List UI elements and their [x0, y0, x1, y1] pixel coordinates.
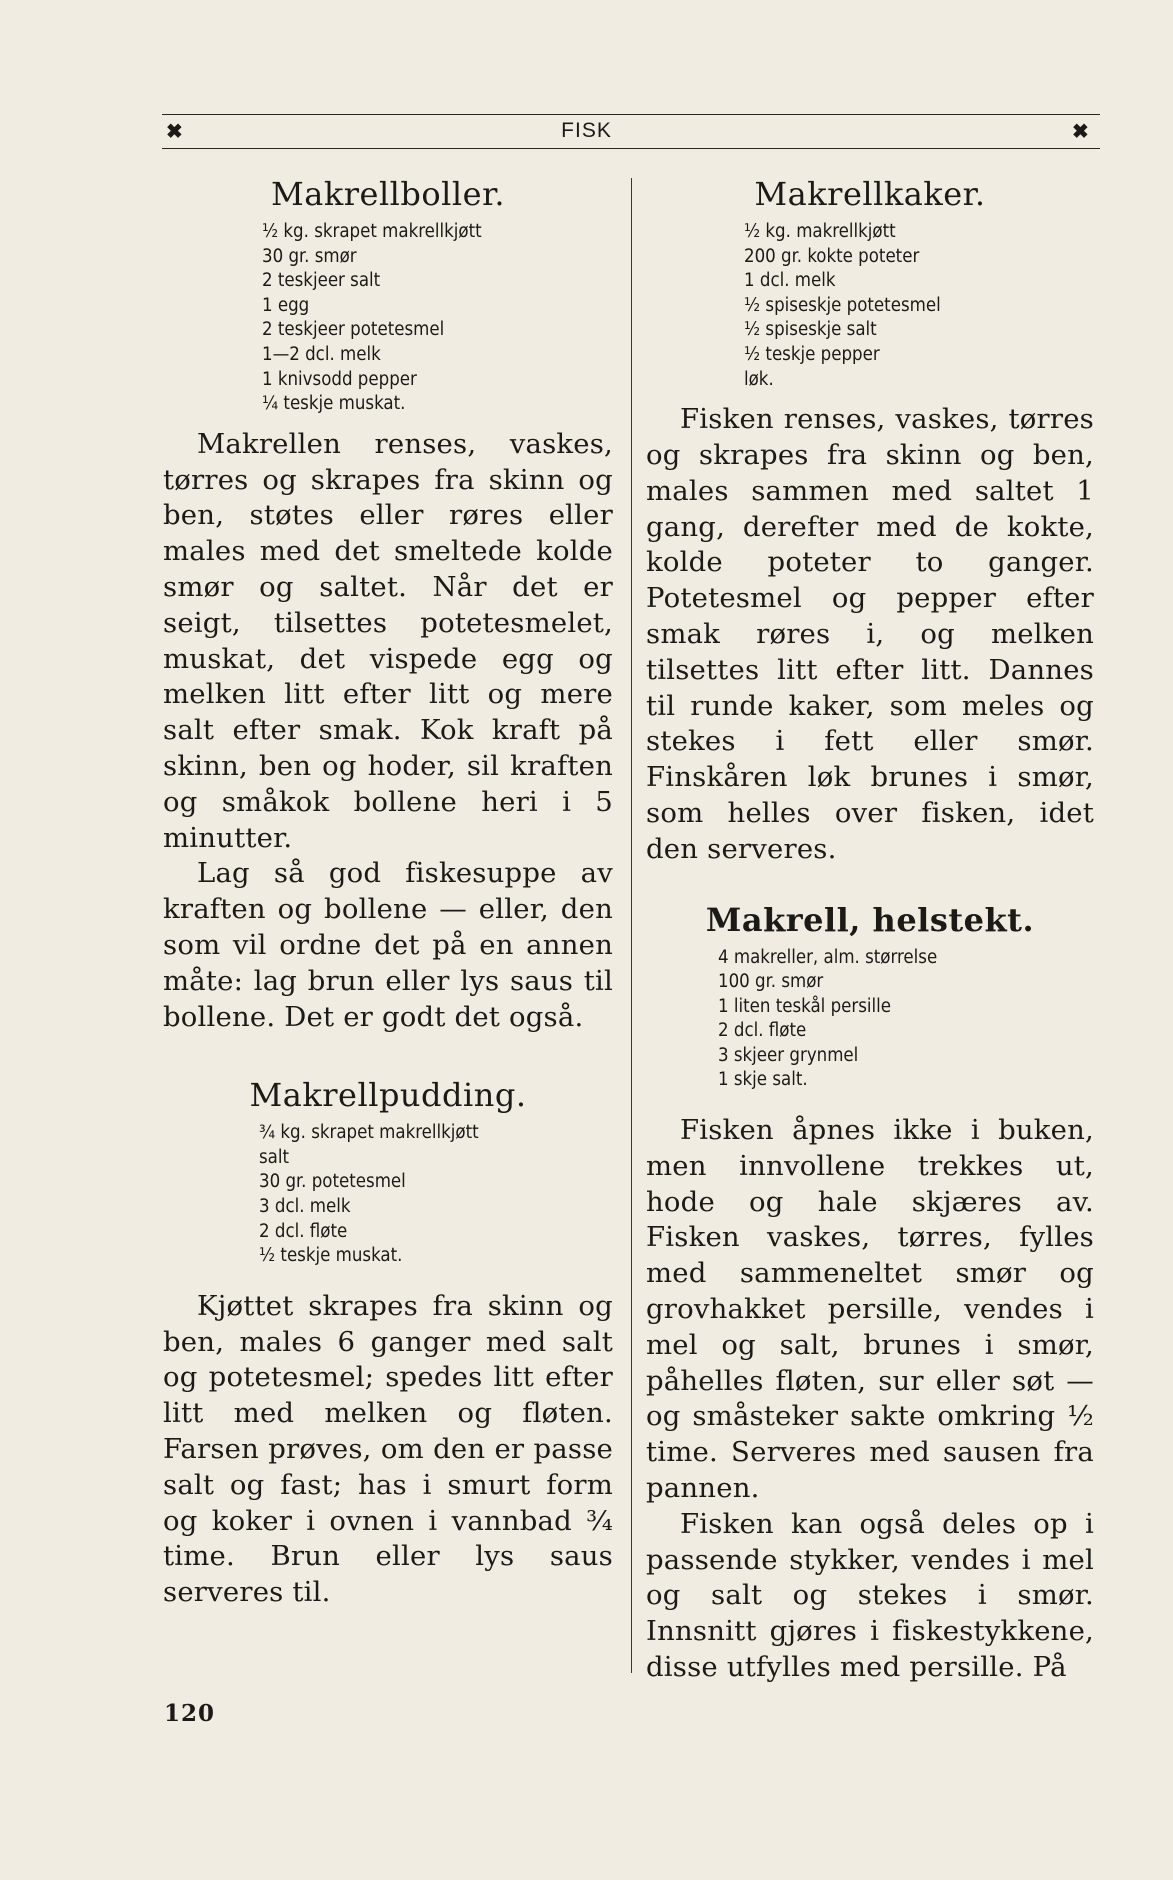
recipe-title: Makrellboller.	[270, 175, 506, 213]
ingredient: 1 dcl. melk	[744, 270, 836, 292]
ingredient: løk.	[744, 368, 774, 390]
column-divider	[631, 178, 632, 1673]
recipe-makrell-helstekt	[646, 898, 1094, 1686]
ingredient: ½ kg. skrapet makrellkjøtt	[262, 221, 482, 242]
ingredient: salt	[259, 1146, 290, 1168]
recipe-title: Makrell, helstekt.	[705, 900, 1035, 939]
ingredient: 4 makreller, alm. størrelse	[718, 946, 938, 968]
ingredient: 3 dcl. melk	[259, 1196, 351, 1218]
ingredient: 1 egg	[262, 294, 310, 316]
instruction-paragraph: Fisken renses, vaskes, tørres og skrapes fra skinn og ben, males sammen med saltet 1 gang, derefter med de kokte, kolde poteter to ganger. Potetesmel og pepper efter smak røres i, og melken tilsettes litt efter litt. Dannes til runde kaker, som meles og stekes i fett eller smør. Finskåren løk brunes i smør, som helles over fisken, idet den serveres.	[646, 403, 1094, 865]
recipe-title: Makrellkaker.	[754, 175, 986, 213]
ingredient: 2 dcl. fløte	[259, 1220, 348, 1242]
ingredient: ½ kg. makrellkjøtt	[744, 221, 896, 242]
ingredient-list	[259, 1121, 613, 1269]
header-ornament-right: ✖	[1072, 119, 1089, 143]
ingredient-list	[744, 220, 1094, 392]
recipe-title: Makrellpudding.	[249, 1076, 527, 1115]
ingredient: ½ teskje pepper	[744, 343, 880, 365]
recipe-makrellpudding	[163, 1073, 613, 1611]
ingredient: 30 gr. potetesmel	[259, 1171, 406, 1193]
ingredient: 1 liten teskål persille	[718, 995, 892, 1017]
instruction-paragraph: Kjøttet skrapes fra skinn og ben, males 6 ganger med salt og potetesmel; spedes litt efter litt med melken og fløten. Farsen prøves, om den er passe salt og fast; has i smurt form og koker i ovnen i vannbad ¾ time. Brun eller lys saus serveres til.	[163, 1289, 613, 1609]
ingredient: 1—2 dcl. melk	[262, 343, 381, 365]
page-number: 120	[164, 1700, 216, 1727]
header-rule-bottom	[162, 148, 1100, 149]
ingredient: ½ spiseskje salt	[744, 319, 877, 341]
header-ornament-left: ✖	[166, 119, 183, 143]
ingredient-list	[718, 946, 1094, 1094]
left-column	[163, 172, 613, 1611]
running-head: FISK	[561, 119, 612, 142]
ingredient: ¼ teskje muskat.	[262, 393, 406, 415]
instruction-paragraph: Fisken åpnes ikke i buken, men innvollene trekkes ut, hode og hale skjæres av. Fisken vaskes, tørres, fylles med sammeneltet smør og grovhakket persille, vendes i mel og salt, brunes i smør, påhelles fløten, sur eller søt — og småsteker sakte omkring ½ time. Serveres med sausen fra pannen.	[646, 1114, 1094, 1505]
ingredient: 2 dcl. fløte	[718, 1020, 807, 1042]
instruction-paragraph: Makrellen renses, vaskes, tørres og skrapes fra skinn og ben, støtes eller røres eller males med det smeltede kolde smør og saltet. Når det er seigt, tilsettes potetesmelet, muskat, det vispede egg og melken litt efter litt og mere salt efter smak. Kok kraft på skinn, ben og hoder, sil kraften og småkok bollene heri i 5 minutter.	[163, 427, 613, 854]
ingredient: 2 teskjeer salt	[262, 270, 381, 292]
instruction-paragraph: Lag så god fiskesuppe av kraften og bollene — eller, den som vil ordne det på en annen måte: lag brun eller lys saus til bollene. Det er godt det også.	[163, 857, 613, 1033]
ingredient: ½ spiseskje potetesmel	[744, 294, 941, 316]
ingredient: ¾ kg. skrapet makrellkjøtt	[259, 1122, 479, 1144]
ingredient: 2 teskjeer potetesmel	[262, 319, 445, 341]
ingredient: 200 gr. kokte poteter	[744, 245, 920, 267]
instruction-paragraph: Fisken kan også deles op i passende stykker, vendes i mel og salt og stekes i smør. Innsnitt gjøres i fiskestykkene, disse utfylles med persille. På	[646, 1507, 1094, 1684]
ingredient: 30 gr. smør	[262, 245, 357, 267]
recipe-makrellboller	[163, 172, 613, 1035]
ingredient: 1 skje salt.	[718, 1069, 808, 1091]
ingredient: 3 skjeer grynmel	[718, 1044, 859, 1066]
ingredient: 100 gr. smør	[718, 971, 824, 993]
right-column	[646, 172, 1094, 1686]
ingredient-list	[262, 220, 613, 417]
recipe-makrellkaker	[646, 172, 1094, 868]
ingredient: 1 knivsodd pepper	[262, 368, 417, 390]
ingredient: ½ teskje muskat.	[259, 1245, 403, 1267]
